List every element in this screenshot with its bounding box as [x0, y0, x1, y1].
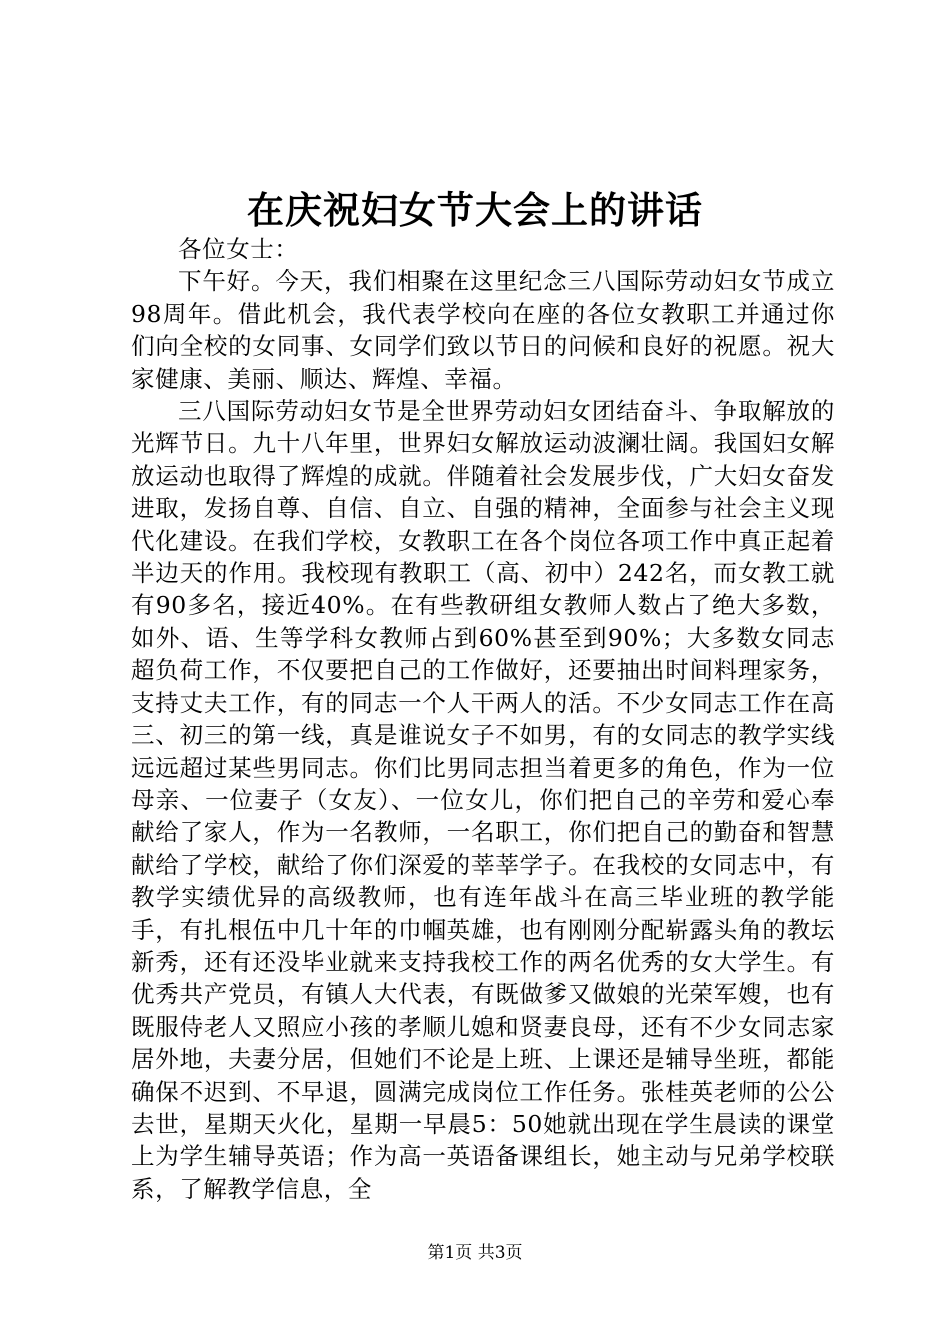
document-title: 在庆祝妇女节大会上的讲话 [247, 188, 703, 232]
paragraph-1: 下午好。今天，我们相聚在这里纪念三八国际劳动妇女节成立98周年。借此机会，我代表学校向在座的各位女教职工并通过你们向全校的女同事、女同学们致以节日的问候和良好的祝愿。祝大家健康、美丽、顺达、辉煌、幸福。 [131, 267, 835, 393]
document-body [131, 233, 835, 1205]
paragraph-2: 三八国际劳动妇女节是全世界劳动妇女团结奋斗、争取解放的光辉节日。九十八年里，世界妇女解放运动波澜壮阔。我国妇女解放运动也取得了辉煌的成就。伴随着社会发展步伐，广大妇女奋发进取，发扬自尊、自信、自立、自强的精神，全面参与社会主义现代化建设。在我们学校，女教职工在各个岗位各项工作中真正起着半边天的作用。我校现有教职工（高、初中）242名，而女教工就有90多名，接近40%。在有些教研组女教师人数占了绝大多数，如外、语、生等学科女教师占到60%甚至到90%；大多数女同志超负荷工作，不仅要把自己的工作做好，还要抽出时间料理家务，支持丈夫工作，有的同志一个人干两人的活。不少女同志工作在高三、初三的第一线，真是谁说女子不如男，有的女同志的教学实线远远超过某些男同志。你们比男同志担当着更多的角色，作为一位母亲、一位妻子（女友）、一位女儿，你们把自己的辛劳和爱心奉献给了家人，作为一名教师，一名职工，你们把自己的勤奋和智慧献给了学校，献给了你们深爱的莘莘学子。在我校的女同志中，有教学实绩优异的高级教师，也有连年战斗在高三毕业班的教学能手，有扎根伍中几十年的巾帼英雄，也有刚刚分配崭露头角的教坛新秀，还有还没毕业就来支持我校工作的两名优秀的女大学生。有优秀共产党员，有镇人大代表，有既做爹又做娘的光荣军嫂，也有既服侍老人又照应小孩的孝顺儿媳和贤妻良母，还有不少女同志家居外地，夫妻分居，但她们不论是上班、上课还是辅导坐班，都能确保不迟到、不早退，圆满完成岗位工作任务。张桂英老师的公公去世，星期天火化，星期一早晨5：50她就出现在学生晨读的课堂上为学生辅导英语；作为高一英语备课组长，她主动与兄弟学校联系，了解教学信息，全 [131, 397, 835, 1203]
salutation: 各位女士： [178, 235, 299, 263]
page-footer: 第1页 共3页 [427, 1243, 523, 1263]
